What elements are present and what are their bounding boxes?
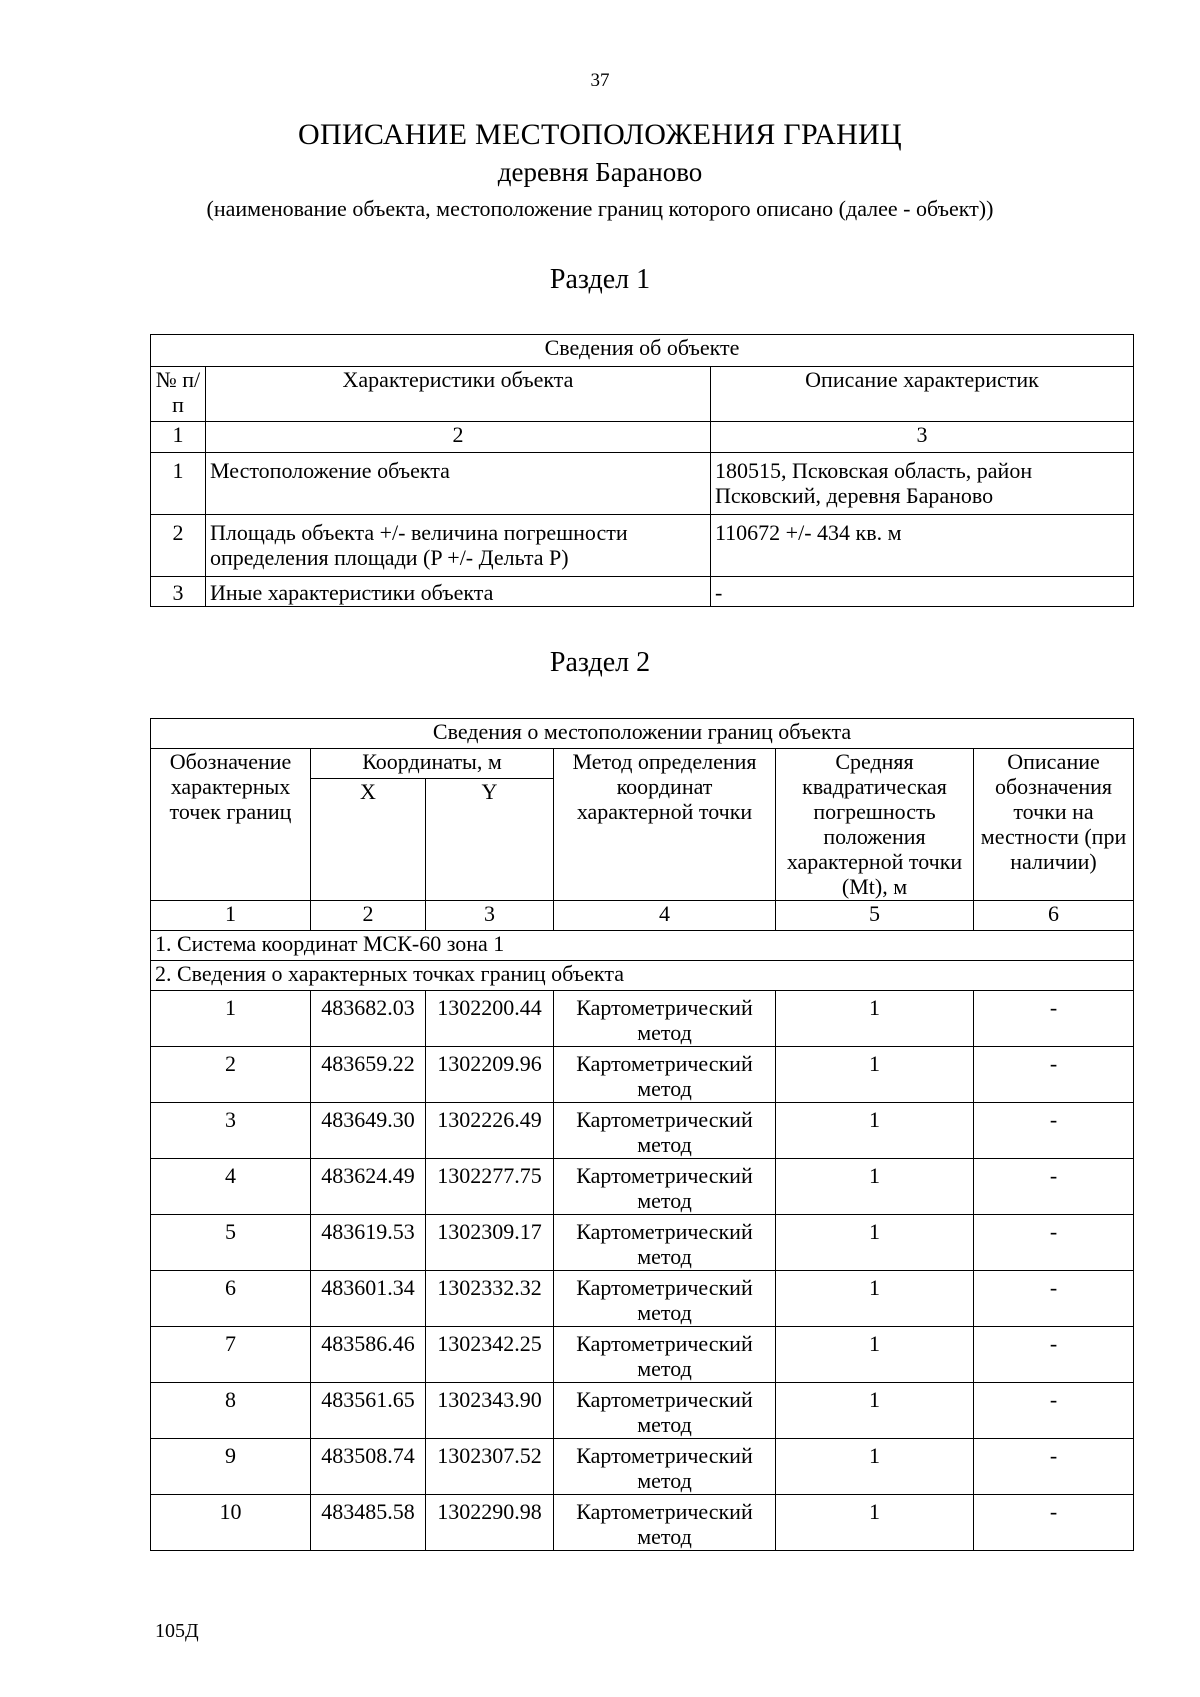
table-row <box>151 577 1134 607</box>
column-number: 5 <box>776 901 974 931</box>
column-header-x: X <box>311 779 426 901</box>
point-description: - <box>974 1495 1134 1551</box>
point-method: Картометрический метод <box>554 1271 776 1327</box>
point-error: 1 <box>776 1327 974 1383</box>
row-value: - <box>711 577 1134 607</box>
point-method: Картометрический метод <box>554 1159 776 1215</box>
column-header-characteristics: Характеристики объекта <box>206 367 711 422</box>
point-description: - <box>974 1383 1134 1439</box>
column-header-num: № п/п <box>151 367 206 422</box>
table-caption: Сведения о местоположении границ объекта <box>151 719 1134 749</box>
point-number: 8 <box>151 1383 311 1439</box>
point-number: 7 <box>151 1327 311 1383</box>
point-number: 10 <box>151 1495 311 1551</box>
row-characteristic: Иные характеристики объекта <box>206 577 711 607</box>
point-number: 6 <box>151 1271 311 1327</box>
point-error: 1 <box>776 1047 974 1103</box>
point-error: 1 <box>776 1103 974 1159</box>
column-number: 2 <box>206 422 711 453</box>
table-row <box>151 515 1134 577</box>
point-y: 1302290.98 <box>426 1495 554 1551</box>
row-characteristic: Местоположение объекта <box>206 453 711 515</box>
point-x: 483649.30 <box>311 1103 426 1159</box>
point-x: 483624.49 <box>311 1159 426 1215</box>
column-number: 1 <box>151 422 206 453</box>
page-number: 37 <box>590 70 610 91</box>
point-error: 1 <box>776 1495 974 1551</box>
column-header-description: Описание обозначения точки на местности (при наличии) <box>974 749 1134 901</box>
table-row <box>151 1495 1134 1551</box>
table-caption: Сведения об объекте <box>151 335 1134 367</box>
point-y: 1302332.32 <box>426 1271 554 1327</box>
table-row <box>151 1103 1134 1159</box>
point-x: 483586.46 <box>311 1327 426 1383</box>
column-header-point: Обозначение характерных точек границ <box>151 749 311 901</box>
document-subtitle: деревня Бараново <box>497 157 703 187</box>
table-row <box>151 1439 1134 1495</box>
point-description: - <box>974 1103 1134 1159</box>
point-error: 1 <box>776 1215 974 1271</box>
point-method: Картометрический метод <box>554 991 776 1047</box>
point-x: 483619.53 <box>311 1215 426 1271</box>
column-number: 2 <box>311 901 426 931</box>
point-method: Картометрический метод <box>554 1439 776 1495</box>
column-number: 4 <box>554 901 776 931</box>
point-error: 1 <box>776 1439 974 1495</box>
coordinate-system: 1. Система координат МСК-60 зона 1 <box>151 931 1134 961</box>
point-x: 483508.74 <box>311 1439 426 1495</box>
column-number: 3 <box>711 422 1134 453</box>
point-y: 1302307.52 <box>426 1439 554 1495</box>
point-y: 1302309.17 <box>426 1215 554 1271</box>
point-description: - <box>974 991 1134 1047</box>
point-x: 483561.65 <box>311 1383 426 1439</box>
column-header-method: Метод определения координат характерной точки <box>554 749 776 901</box>
table-row <box>151 1327 1134 1383</box>
point-description: - <box>974 1439 1134 1495</box>
point-x: 483601.34 <box>311 1271 426 1327</box>
table-row <box>151 1159 1134 1215</box>
point-method: Картометрический метод <box>554 1327 776 1383</box>
point-y: 1302200.44 <box>426 991 554 1047</box>
column-number: 3 <box>426 901 554 931</box>
point-y: 1302343.90 <box>426 1383 554 1439</box>
point-error: 1 <box>776 991 974 1047</box>
point-description: - <box>974 1159 1134 1215</box>
row-value: 110672 +/- 434 кв. м <box>711 515 1134 577</box>
point-description: - <box>974 1215 1134 1271</box>
point-x: 483659.22 <box>311 1047 426 1103</box>
point-description: - <box>974 1047 1134 1103</box>
points-caption: 2. Сведения о характерных точках границ объекта <box>151 961 1134 991</box>
table-row <box>151 453 1134 515</box>
section-2-heading: Раздел 2 <box>549 647 651 678</box>
column-header-coordinates: Координаты, м <box>311 749 554 779</box>
row-num: 1 <box>151 453 206 515</box>
point-number: 3 <box>151 1103 311 1159</box>
column-number: 1 <box>151 901 311 931</box>
table-row <box>151 1383 1134 1439</box>
point-method: Картометрический метод <box>554 1383 776 1439</box>
row-num: 2 <box>151 515 206 577</box>
footer-code: 105Д <box>155 1620 199 1642</box>
point-number: 1 <box>151 991 311 1047</box>
subtitle-note: (наименование объекта, местоположение границ которого описано (далее - объект)) <box>206 196 994 221</box>
point-x: 483485.58 <box>311 1495 426 1551</box>
row-value: 180515, Псковская область, район Псковский, деревня Бараново <box>711 453 1134 515</box>
boundary-points-table <box>150 718 1134 1551</box>
row-characteristic: Площадь объекта +/- величина погрешности определения площади (P +/- Дельта P) <box>206 515 711 577</box>
point-method: Картометрический метод <box>554 1495 776 1551</box>
document-title: ОПИСАНИЕ МЕСТОПОЛОЖЕНИЯ ГРАНИЦ <box>298 118 902 151</box>
point-x: 483682.03 <box>311 991 426 1047</box>
point-number: 5 <box>151 1215 311 1271</box>
point-number: 9 <box>151 1439 311 1495</box>
point-y: 1302209.96 <box>426 1047 554 1103</box>
point-error: 1 <box>776 1271 974 1327</box>
section-1-heading: Раздел 1 <box>549 264 651 295</box>
point-number: 4 <box>151 1159 311 1215</box>
point-method: Картометрический метод <box>554 1215 776 1271</box>
point-y: 1302342.25 <box>426 1327 554 1383</box>
object-info-table <box>150 334 1134 607</box>
table-row <box>151 1047 1134 1103</box>
row-num: 3 <box>151 577 206 607</box>
table-row <box>151 1271 1134 1327</box>
column-header-y: Y <box>426 779 554 901</box>
point-method: Картометрический метод <box>554 1047 776 1103</box>
column-number: 6 <box>974 901 1134 931</box>
column-header-error: Средняя квадратическая погрешность положения характерной точки (Mt), м <box>776 749 974 901</box>
table-row <box>151 1215 1134 1271</box>
point-description: - <box>974 1271 1134 1327</box>
point-y: 1302277.75 <box>426 1159 554 1215</box>
point-description: - <box>974 1327 1134 1383</box>
table-row <box>151 991 1134 1047</box>
point-error: 1 <box>776 1159 974 1215</box>
point-number: 2 <box>151 1047 311 1103</box>
point-y: 1302226.49 <box>426 1103 554 1159</box>
point-error: 1 <box>776 1383 974 1439</box>
column-header-description: Описание характеристик <box>711 367 1134 422</box>
point-method: Картометрический метод <box>554 1103 776 1159</box>
